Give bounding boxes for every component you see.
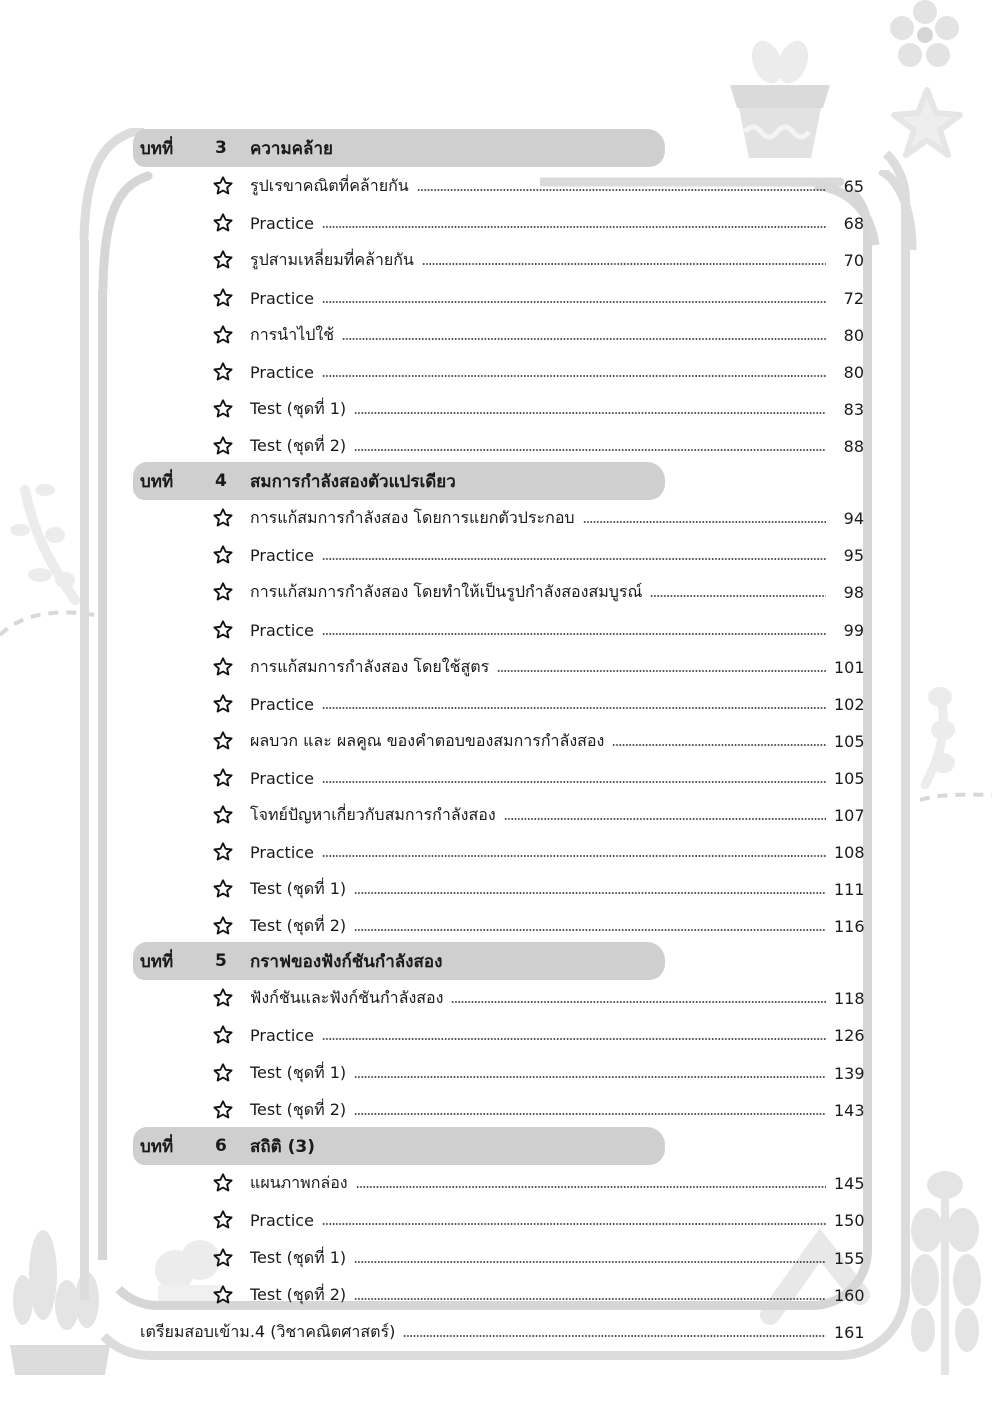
dot-leader — [354, 449, 826, 451]
page-number: 139 — [834, 1063, 865, 1083]
star-icon — [212, 1024, 234, 1046]
star-icon — [212, 1062, 234, 1084]
dashed-line-right — [920, 785, 992, 805]
star-icon — [212, 804, 234, 826]
page-number: 83 — [843, 399, 864, 419]
entry-label: Practice — [250, 362, 314, 382]
entry-label: เตรียมสอบเข้าม.4 (วิชาคณิตศาสตร์) — [140, 1321, 396, 1341]
page-number: 108 — [834, 842, 865, 862]
star-icon — [212, 1284, 234, 1306]
star-icon — [212, 841, 234, 863]
toc-entry[interactable] — [212, 802, 864, 828]
chapter-prefix: บทที่ — [140, 951, 174, 972]
entry-label: ฟังก์ชันและฟังก์ชันกำลังสอง — [250, 987, 444, 1007]
entry-label: รูปเรขาคณิตที่คล้ายกัน — [250, 175, 409, 195]
page-number: 80 — [843, 325, 864, 345]
dot-leader — [403, 1335, 826, 1337]
toc-entry[interactable] — [212, 322, 864, 348]
toc-entry[interactable] — [212, 691, 864, 717]
star-icon — [212, 987, 234, 1009]
page-number: 160 — [834, 1285, 865, 1305]
chapter-title: ความคล้าย — [250, 138, 333, 159]
dot-leader — [354, 412, 826, 414]
page-number: 88 — [843, 436, 864, 456]
toc-entry[interactable] — [212, 173, 864, 199]
star-icon — [212, 175, 234, 197]
frame-left-stroke-outer — [80, 240, 89, 1300]
dot-leader — [583, 521, 826, 523]
toc-entry[interactable] — [212, 579, 864, 605]
star-icon — [212, 767, 234, 789]
entry-label: Practice — [250, 288, 314, 308]
dot-leader — [322, 375, 826, 377]
star-icon — [212, 878, 234, 900]
page-number: 68 — [843, 213, 864, 233]
toc-entry[interactable] — [212, 542, 864, 568]
dot-leader — [322, 781, 826, 783]
dot-leader — [322, 1038, 826, 1040]
chapter-prefix: บทที่ — [140, 1136, 174, 1157]
star-icon — [212, 581, 234, 603]
dot-leader — [422, 263, 826, 265]
dot-leader — [322, 558, 826, 560]
boomerang-decoration — [760, 1225, 880, 1325]
entry-label: การแก้สมการกำลังสอง โดยการแยกตัวประกอบ — [250, 507, 575, 527]
toc-entry[interactable] — [212, 839, 864, 865]
entry-label: การแก้สมการกำลังสอง โดยทำให้เป็นรูปกำลังสองสมบูรณ์ — [250, 581, 643, 601]
chapter-header-4[interactable] — [133, 462, 665, 500]
dot-leader — [322, 633, 826, 635]
chapter-number: 4 — [215, 471, 227, 491]
toc-final-entry[interactable] — [140, 1319, 864, 1345]
star-icon — [212, 1247, 234, 1269]
plant-stem-decoration — [905, 1170, 985, 1380]
dot-leader — [451, 1001, 826, 1003]
star-icon — [212, 249, 234, 271]
cactus-pot-decoration — [5, 1225, 115, 1375]
toc-entry[interactable] — [212, 247, 864, 273]
entry-label: Practice — [250, 620, 314, 640]
star-icon — [212, 507, 234, 529]
toc-entry[interactable] — [212, 210, 864, 236]
entry-label: รูปสามเหลี่ยมที่คล้ายกัน — [250, 249, 414, 269]
entry-label: Practice — [250, 768, 314, 788]
chapter-number: 6 — [215, 1136, 227, 1156]
toc-entry[interactable] — [212, 285, 864, 311]
toc-entry[interactable] — [212, 728, 864, 754]
chapter-title: กราฟของฟังก์ชันกำลังสอง — [250, 951, 443, 972]
dot-leader — [322, 301, 826, 303]
page-number: 155 — [834, 1248, 865, 1268]
chapter-prefix: บทที่ — [140, 138, 174, 159]
entry-label: Practice — [250, 1210, 314, 1230]
page-number: 70 — [843, 250, 864, 270]
toc-entry[interactable] — [212, 1170, 864, 1196]
star-icon — [212, 544, 234, 566]
chapter-title: สถิติ (3) — [250, 1136, 315, 1157]
page-number: 80 — [843, 362, 864, 382]
dashed-line-left — [0, 600, 100, 640]
dot-leader — [322, 855, 826, 857]
star-icon — [212, 693, 234, 715]
entry-label: แผนภาพกล่อง — [250, 1172, 348, 1192]
entry-label: Test (ชุดที่ 1) — [250, 1062, 347, 1082]
branch-decoration — [5, 480, 95, 620]
page-number: 95 — [843, 545, 864, 565]
toc-entry[interactable] — [212, 359, 864, 385]
star-icon — [212, 1099, 234, 1121]
entry-label: Practice — [250, 1025, 314, 1045]
dot-leader — [322, 707, 826, 709]
toc-entry[interactable] — [212, 396, 864, 422]
star-icon — [212, 398, 234, 420]
page-number: 126 — [834, 1025, 865, 1045]
entry-label: Practice — [250, 694, 314, 714]
entry-label: Test (ชุดที่ 1) — [250, 398, 347, 418]
chapter-prefix: บทที่ — [140, 471, 174, 492]
star-icon — [212, 361, 234, 383]
dot-leader — [504, 818, 826, 820]
star-icon — [212, 324, 234, 346]
dot-leader — [354, 1298, 826, 1300]
toc-entry[interactable] — [212, 433, 864, 459]
dot-leader — [322, 226, 826, 228]
entry-label: ผลบวก และ ผลคูณ ของคำตอบของสมการกำลังสอง — [250, 730, 605, 750]
entry-label: โจทย์ปัญหาเกี่ยวกับสมการกำลังสอง — [250, 804, 496, 824]
page-number: 116 — [834, 916, 865, 936]
chapter-header-3[interactable] — [133, 129, 665, 167]
entry-label: Test (ชุดที่ 1) — [250, 1247, 347, 1267]
toc-entry[interactable] — [212, 876, 864, 902]
star-icon — [212, 730, 234, 752]
page-number: 161 — [834, 1322, 865, 1342]
entry-label: การแก้สมการกำลังสอง โดยใช้สูตร — [250, 656, 490, 676]
dot-leader — [354, 929, 826, 931]
page-number: 118 — [834, 988, 865, 1008]
page-number: 72 — [843, 288, 864, 308]
entry-label: Test (ชุดที่ 2) — [250, 1099, 347, 1119]
star-icon — [212, 619, 234, 641]
entry-label: Test (ชุดที่ 1) — [250, 878, 347, 898]
toc-entry[interactable] — [212, 654, 864, 680]
dot-leader — [354, 1261, 826, 1263]
entry-label: การนำไปใช้ — [250, 324, 335, 344]
entry-label: Practice — [250, 213, 314, 233]
star-icon — [212, 1209, 234, 1231]
chapter-header-5[interactable] — [133, 942, 665, 980]
dot-leader — [356, 1186, 826, 1188]
flower-pot-decoration — [725, 40, 835, 160]
toc-entry[interactable] — [212, 1097, 864, 1123]
dot-leader — [497, 670, 826, 672]
star-flower-decoration — [890, 85, 965, 160]
chapter-number: 5 — [215, 951, 227, 971]
flower-decoration — [890, 0, 960, 70]
toc-entry[interactable] — [212, 1060, 864, 1086]
branch-decoration-right — [915, 685, 975, 800]
toc-entry[interactable] — [212, 1245, 864, 1271]
entry-label: Test (ชุดที่ 2) — [250, 915, 347, 935]
toc-entry[interactable] — [212, 1207, 864, 1233]
dot-leader — [650, 595, 826, 597]
chapter-header-6[interactable] — [133, 1127, 665, 1165]
entry-label: Test (ชุดที่ 2) — [250, 435, 347, 455]
page-number: 94 — [843, 508, 864, 528]
toc-entry[interactable] — [212, 765, 864, 791]
toc-entry[interactable] — [212, 1022, 864, 1048]
page-number: 105 — [834, 768, 865, 788]
chapter-title: สมการกำลังสองตัวแปรเดียว — [250, 471, 456, 492]
page-number: 145 — [834, 1173, 865, 1193]
dot-leader — [354, 892, 826, 894]
page-number: 111 — [834, 879, 865, 899]
star-icon — [212, 1172, 234, 1194]
entry-label: Practice — [250, 545, 314, 565]
page-number: 102 — [834, 694, 865, 714]
page-number: 101 — [834, 657, 865, 677]
entry-label: Practice — [250, 842, 314, 862]
dot-leader — [354, 1113, 826, 1115]
entry-label: Test (ชุดที่ 2) — [250, 1284, 347, 1304]
star-icon — [212, 656, 234, 678]
star-icon — [212, 915, 234, 937]
toc-entry[interactable] — [212, 505, 864, 531]
toc-entry[interactable] — [212, 1282, 864, 1308]
toc-entry[interactable] — [212, 617, 864, 643]
toc-entry[interactable] — [212, 985, 864, 1011]
page-number: 143 — [834, 1100, 865, 1120]
star-icon — [212, 287, 234, 309]
dot-leader — [612, 744, 826, 746]
page-number: 107 — [834, 805, 865, 825]
dot-leader — [322, 1223, 826, 1225]
page-number: 105 — [834, 731, 865, 751]
toc-entry[interactable] — [212, 913, 864, 939]
frame-left-stroke-inner — [98, 290, 107, 1260]
dot-leader — [354, 1076, 826, 1078]
dot-leader — [342, 338, 826, 340]
dot-leader — [417, 189, 826, 191]
star-icon — [212, 212, 234, 234]
chapter-number: 3 — [215, 138, 227, 158]
page-number: 99 — [843, 620, 864, 640]
page-number: 150 — [834, 1210, 865, 1230]
page-number: 65 — [843, 176, 864, 196]
page-number: 98 — [843, 582, 864, 602]
star-icon — [212, 435, 234, 457]
